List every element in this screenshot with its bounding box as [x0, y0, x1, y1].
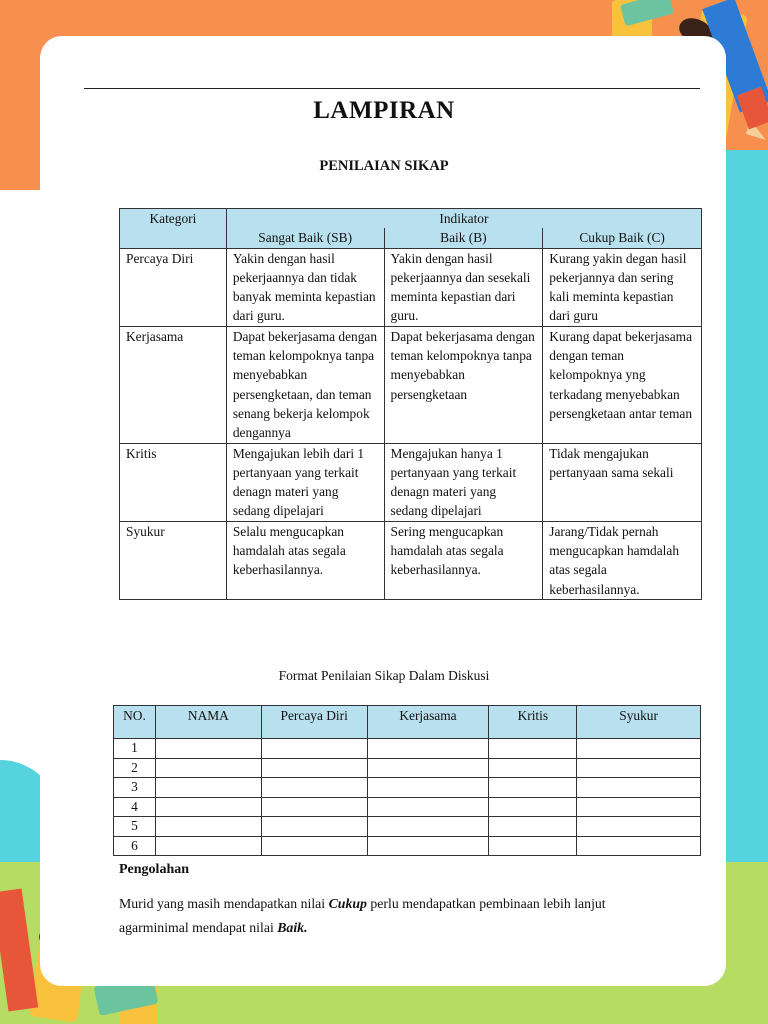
form-cell-kerjasama[interactable]: [367, 739, 489, 759]
form-cell-syukur[interactable]: [577, 836, 701, 856]
form-row-number: 4: [114, 797, 156, 817]
processing-heading: Pengolahan: [119, 862, 190, 877]
form-cell-syukur[interactable]: [577, 778, 701, 798]
form-row-number: 3: [114, 778, 156, 798]
form-cell-percaya-diri[interactable]: [261, 817, 367, 837]
form-cell-kerjasama[interactable]: [367, 836, 489, 856]
rubric-header-kategori: Kategori: [120, 209, 227, 229]
form-header-no: NO.: [114, 706, 156, 739]
form-header-syukur: Syukur: [577, 706, 701, 739]
form-cell-syukur[interactable]: [577, 797, 701, 817]
form-cell-syukur[interactable]: [577, 739, 701, 759]
form-cell-nama[interactable]: [155, 739, 261, 759]
form-cell-nama[interactable]: [155, 778, 261, 798]
form-row-number: 1: [114, 739, 156, 759]
rubric-cell-b: Mengajukan hanya 1 pertanyaan yang terkait denagn materi yang sedang dipelajari: [384, 443, 543, 521]
form-row-number: 2: [114, 758, 156, 778]
form-cell-syukur[interactable]: [577, 758, 701, 778]
rubric-level-b: Baik (B): [384, 228, 543, 248]
form-cell-percaya-diri[interactable]: [261, 778, 367, 798]
form-cell-percaya-diri[interactable]: [261, 758, 367, 778]
form-caption: Format Penilaian Sikap Dalam Diskusi: [278, 668, 490, 683]
form-header-nama: NAMA: [155, 706, 261, 739]
rubric-row: [120, 521, 702, 599]
rubric-header-row: [120, 209, 702, 229]
form-row-number: 6: [114, 836, 156, 856]
form-row: [114, 817, 701, 837]
form-cell-kritis[interactable]: [489, 836, 577, 856]
processing-text: [119, 892, 639, 940]
rubric-cell-b: Dapat bekerjasama dengan teman kelompoknya tanpa menyebabkan persengketaan: [384, 326, 543, 443]
form-cell-percaya-diri[interactable]: [261, 836, 367, 856]
rubric-header-indikator: Indikator: [226, 209, 701, 229]
rubric-cell-sb: Mengajukan lebih dari 1 pertanyaan yang terkait denagn materi yang sedang dipelajari: [226, 443, 384, 521]
form-row: [114, 797, 701, 817]
form-row: [114, 778, 701, 798]
rubric-table: [119, 208, 702, 600]
form-row: [114, 836, 701, 856]
form-cell-kerjasama[interactable]: [367, 778, 489, 798]
form-cell-kerjasama[interactable]: [367, 797, 489, 817]
form-cell-nama[interactable]: [155, 817, 261, 837]
rubric-level-c: Cukup Baik (C): [543, 228, 702, 248]
form-row: [114, 739, 701, 759]
form-row-number: 5: [114, 817, 156, 837]
form-header-percaya-diri: Percaya Diri: [261, 706, 367, 739]
form-header-kritis: Kritis: [489, 706, 577, 739]
rubric-row: [120, 326, 702, 443]
form-cell-kerjasama[interactable]: [367, 817, 489, 837]
rubric-level-row: [120, 228, 702, 248]
rubric-cell-sb: Dapat bekerjasama dengan teman kelompoknya tanpa menyebabkan persengketaan, dan teman senang bekerja kelompok dengannya: [226, 326, 384, 443]
rubric-kategori: Kerjasama: [120, 326, 227, 443]
form-cell-nama[interactable]: [155, 758, 261, 778]
form-header-kerjasama: Kerjasama: [367, 706, 489, 739]
page-title: LAMPIRAN: [313, 97, 455, 124]
form-cell-kerjasama[interactable]: [367, 758, 489, 778]
rubric-cell-sb: Yakin dengan hasil pekerjaannya dan tidak banyak meminta kepastian dari guru.: [226, 248, 384, 326]
rubric-level-sb: Sangat Baik (SB): [226, 228, 384, 248]
rubric-kategori: Kritis: [120, 443, 227, 521]
form-cell-nama[interactable]: [155, 797, 261, 817]
rubric-row: [120, 443, 702, 521]
rubric-row: [120, 248, 702, 326]
form-cell-kritis[interactable]: [489, 817, 577, 837]
rubric-header-empty: [120, 228, 227, 248]
rubric-cell-c: Jarang/Tidak pernah mengucapkan hamdalah atas segala keberhasilannya.: [543, 521, 702, 599]
rubric-cell-c: Tidak mengajukan pertanyaan sama sekali: [543, 443, 702, 521]
form-cell-kritis[interactable]: [489, 797, 577, 817]
form-row: [114, 758, 701, 778]
section-subtitle: PENILAIAN SIKAP: [319, 158, 449, 174]
rubric-cell-sb: Selalu mengucapkan hamdalah atas segala keberhasilannya.: [226, 521, 384, 599]
form-cell-kritis[interactable]: [489, 758, 577, 778]
rubric-cell-c: Kurang yakin degan hasil pekerjannya dan sering kali meminta kepastian dari guru: [543, 248, 702, 326]
form-cell-percaya-diri[interactable]: [261, 797, 367, 817]
rubric-cell-b: Sering mengucapkan hamdalah atas segala keberhasilannya.: [384, 521, 543, 599]
rubric-cell-c: Kurang dapat bekerjasama dengan teman kelompoknya yng terkadang menyebabkan persengketaan antar teman: [543, 326, 702, 443]
header-rule: [84, 88, 700, 89]
rubric-kategori: Percaya Diri: [120, 248, 227, 326]
form-cell-syukur[interactable]: [577, 817, 701, 837]
rubric-kategori: Syukur: [120, 521, 227, 599]
processing-text-part: Murid yang masih mendapatkan nilai: [119, 896, 329, 911]
assessment-form-table: [113, 705, 701, 856]
form-header-row: [114, 706, 701, 739]
form-cell-kritis[interactable]: [489, 739, 577, 759]
processing-emphasis-baik: Baik.: [277, 920, 308, 935]
processing-emphasis-cukup: Cukup: [328, 896, 367, 911]
processing-text-part: perlu mendapatkan pembinaan lebih lanjut agarminimal mendapat nilai: [119, 896, 606, 935]
form-cell-nama[interactable]: [155, 836, 261, 856]
form-cell-kritis[interactable]: [489, 778, 577, 798]
rubric-cell-b: Yakin dengan hasil pekerjaannya dan sesekali meminta kepastian dari guru.: [384, 248, 543, 326]
form-cell-percaya-diri[interactable]: [261, 739, 367, 759]
